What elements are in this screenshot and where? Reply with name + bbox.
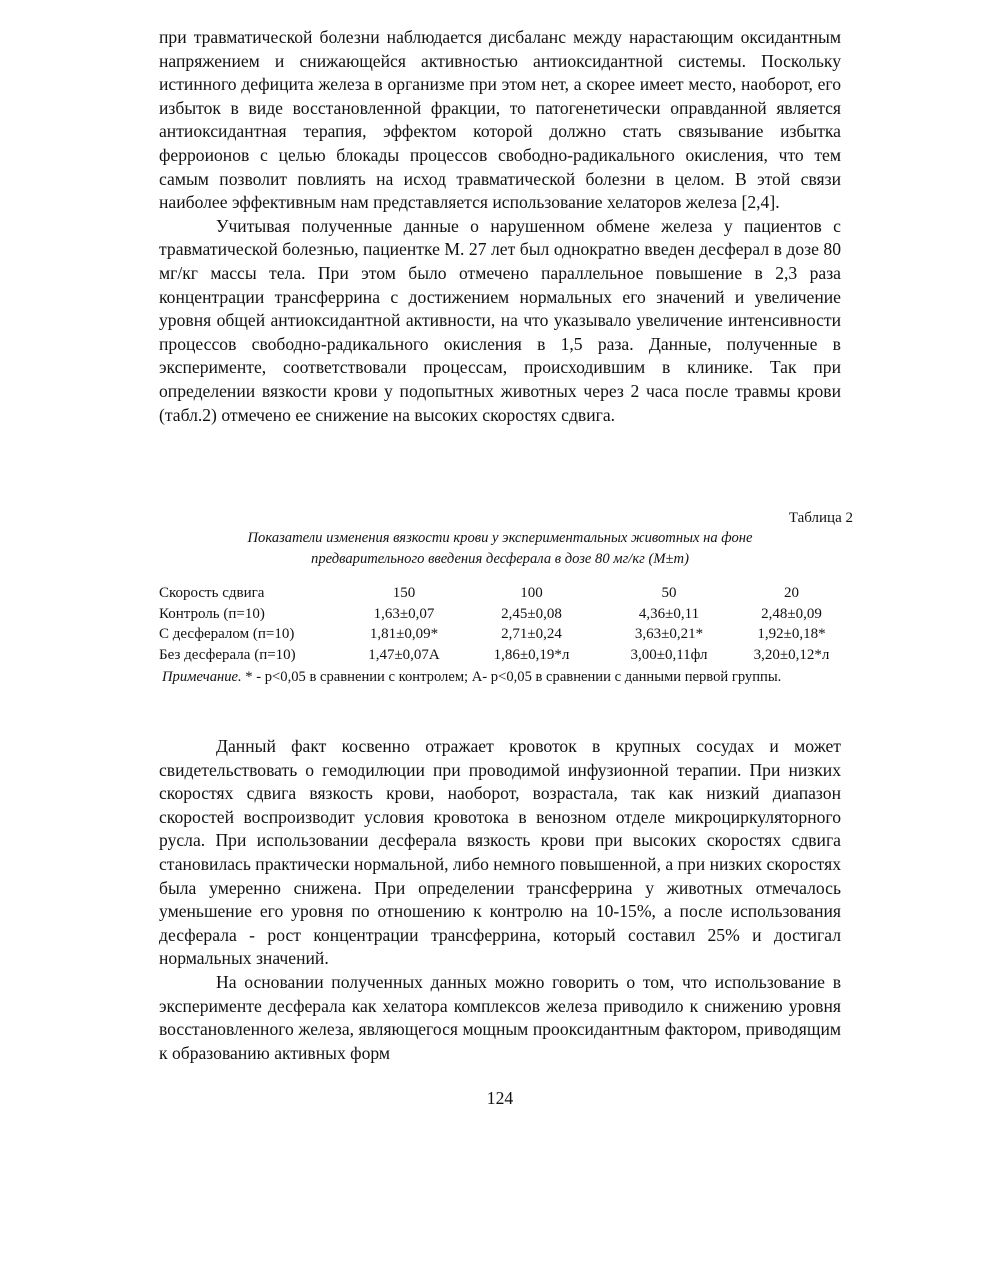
table-header-cell: 100 xyxy=(520,585,543,601)
viscosity-table xyxy=(159,583,849,665)
table-cell: 1,63±0,07 xyxy=(373,605,435,622)
table-cell: С десфералом (п=10) xyxy=(159,626,295,642)
paragraph-4: На основании полученных данных можно говорить о том, что использование в эксперименте десферала как хелатора комплексов железа приводило к снижению уровня восстановленного железа, являющегося мощным прооксидантным фактором, приводящим к образованию активных форм xyxy=(159,971,841,1063)
table-cell: Без десферала (п=10) xyxy=(159,646,296,663)
table-header-cell: 50 xyxy=(661,585,677,601)
paragraph-2: Учитывая полученные данные о нарушенном обмене железа у пациентов с травматической болезнью, пациентке М. 27 лет был однократно введен десферал в дозе 80 мг/кг массы тела. При этом было отмечено параллельное повышение в 2,3 раза концентрации трансферрина с достижением нормальных его значений и увеличение уровня общей антиоксидантной активности, на что указывало увеличение интенсивности процессов свободно-радикального окисления в 1,5 раза. Данные, полученные в эксперименте, соответствовали процессам, происходившим в клинике. Так при определении вязкости крови у подопытных животных через 2 часа после травмы крови (табл.2) отмечено ее снижение на высоких скоростях сдвига. xyxy=(159,215,841,425)
table-cell: 4,36±0,11 xyxy=(638,605,700,622)
table-header-cell: Скорость сдвига xyxy=(159,585,265,601)
table-cell: 1,81±0,09* xyxy=(369,626,439,642)
page-number: 124 xyxy=(486,1088,514,1108)
table-note-label: Примечание. xyxy=(162,669,242,685)
table-header-cell: 20 xyxy=(784,585,799,601)
table-cell: 1,86±0,19*л xyxy=(493,646,570,663)
table-row xyxy=(159,645,849,666)
table-cell: Контроль (п=10) xyxy=(159,605,265,622)
table-cell: 3,63±0,21* xyxy=(634,626,704,642)
paragraph-3: Данный факт косвенно отражает кровоток в крупных сосудах и может свидетельствовать о гемодилюции при проводимой инфузионной терапии. При низких скоростях сдвига вязкость крови, наоборот, возрастала, так как низкий диапазон скоростей воспроизводит условия кровотока в венозном отделе микроциркуляторного русла. При использовании десферала вязкость крови при высоких скоростях сдвига становилась практически нормальной, либо немного повышенной, а при низких скоростях была умеренно снижена. При определении трансферрина у животных отмечалось уменьшение его уровня по отношению к контролю на 10-15%, а после использования десферала - рост концентрации трансферрина, который составил 25% и достигал нормальных значений. xyxy=(159,736,841,969)
table-label: Таблица 2 xyxy=(788,510,853,526)
table-header-row xyxy=(159,583,849,604)
table-header-cell: 150 xyxy=(392,585,416,601)
document-page xyxy=(159,26,853,1108)
paragraph-1: при травматической болезни наблюдается дисбаланс между нарастающим оксидантным напряжением и снижающейся активностью антиоксидантной системы. Поскольку истинного дефицита железа в организме при этом нет, а скорее имеет место, наоборот, его избыток в виде восстановленной фракции, то патогенетически оправданной является антиоксидантная терапия, эффектом которой должно стать связывание избытка ферроионов с целью блокады процессов свободно-радикального окисления, что тем самым позволит повлиять на исход травматической болезни в целом. В этой связи наиболее эффективным нам представляется использование хелаторов железа [2,4]. xyxy=(159,27,841,213)
table-row xyxy=(159,624,849,645)
table-cell: 2,71±0,24 xyxy=(501,626,562,642)
table-row xyxy=(159,604,849,625)
table-cell: 1,92±0,18* xyxy=(757,626,826,642)
table-cell: 2,48±0,09 xyxy=(761,605,822,622)
table-cell: 3,00±0,11фл xyxy=(630,646,708,663)
table-cell: 3,20±0,12*л xyxy=(753,646,830,663)
lower-text-block xyxy=(159,735,841,1065)
table-note xyxy=(162,667,841,687)
table-cell: 2,45±0,08 xyxy=(501,605,562,622)
table-caption: Показатели изменения вязкости крови у экспериментальных животных на фоне предварительного введения десферала в дозе 80 мг/кг (M±m) xyxy=(247,530,753,567)
table-cell: 1,47±0,07А xyxy=(368,646,440,663)
table-note-text: * - р<0,05 в сравнении с контролем; А- р<0,05 в сравнении с данными первой группы. xyxy=(241,669,782,685)
